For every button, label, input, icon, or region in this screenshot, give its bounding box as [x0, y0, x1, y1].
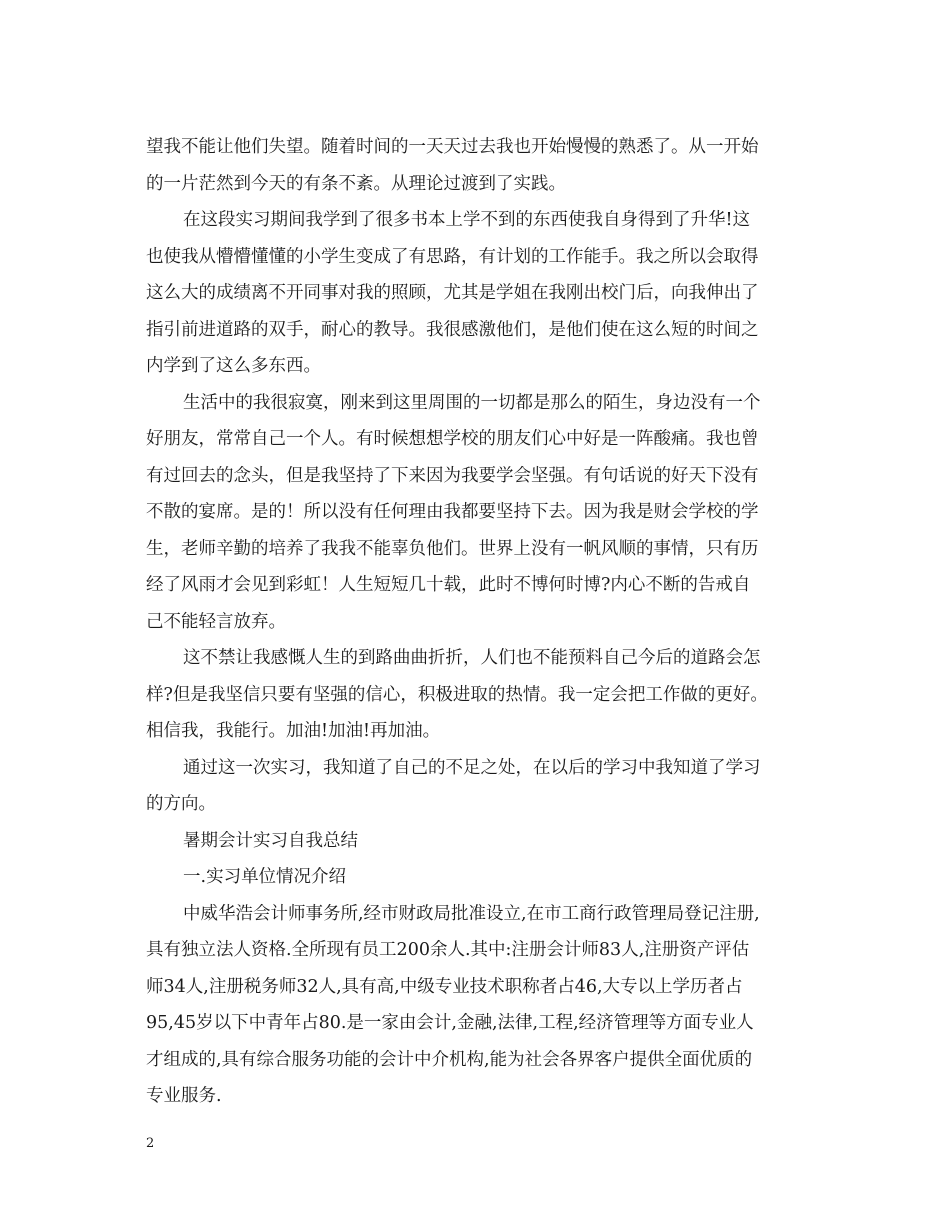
text-line: 的方向。 — [146, 794, 216, 814]
text-line: 经了风雨才会见到彩虹！人生短短几十载，此时不博何时博?内心不断的告戒自 — [146, 575, 751, 595]
text-line: 才组成的,具有综合服务功能的会计中介机构,能为社会各界客户提供全面优质的 — [146, 1049, 753, 1070]
text-line: 具有独立法人资格.全所现有员工200余人.其中:注册会计师83人,注册资产评估 — [146, 940, 750, 960]
text-line: 专业服务. — [146, 1086, 222, 1106]
text-line: 在这段实习期间我学到了很多书本上学不到的东西使我自身得到了升华!这 — [183, 210, 751, 230]
text-line: 生活中的我很寂寞，刚来到这里周围的一切都是那么的陌生，身边没有一个 — [183, 392, 761, 413]
text-line: 不散的宴席。是的！所以没有任何理由我都要坚持下去。因为我是财会学校的学 — [146, 502, 759, 522]
text-line: 生，老师辛勤的培养了我我不能辜负他们。世界上没有一帆风顺的事情，只有历 — [146, 538, 759, 559]
text-line: 95,45岁以下中青年占80.是一家由会计,金融,法律,工程,经济管理等方面专业人 — [146, 1013, 754, 1033]
text-line: 样?但是我坚信只要有坚强的信心，积极进取的热情。我一定会把工作做的更好。 — [146, 684, 768, 705]
text-line: 一.实习单位情况介绍 — [183, 867, 347, 887]
text-line: 这不禁让我感慨人生的到路曲曲折折，人们也不能预料自己今后的道路会怎 — [183, 648, 761, 668]
text-line: 己不能轻言放弃。 — [146, 611, 286, 632]
text-line: 望我不能让他们失望。随着时间的一天天过去我也开始慢慢的熟悉了。从一开始 — [146, 137, 759, 157]
text-line: 有过回去的念头，但是我坚持了下来因为我要学会坚强。有句话说的好天下没有 — [146, 465, 759, 486]
text-line: 师34人,注册税务师32人,具有高,中级专业技术职称者占46,大专以上学历者占 — [146, 976, 743, 997]
text-line: 内学到了这么多东西。 — [146, 356, 321, 376]
text-line: 也使我从懵懵懂懂的小学生变成了有思路，有计划的工作能手。我之所以会取得 — [146, 246, 759, 267]
page-number: 2 — [146, 1136, 155, 1151]
text-line: 指引前进道路的双手，耐心的教导。我很感激他们，是他们使在这么短的时间之 — [146, 319, 759, 340]
text-line: 中威华浩会计师事务所,经市财政局批准设立,在市工商行政管理局登记注册, — [183, 903, 760, 924]
text-line: 的一片茫然到今天的有条不紊。从理论过渡到了实践。 — [146, 173, 566, 194]
text-line: 暑期会计实习自我总结 — [183, 830, 358, 851]
text-line: 相信我，我能行。加油!加油!再加油。 — [146, 721, 441, 741]
text-line: 好朋友，常常自己一个人。有时候想想学校的朋友们心中好是一阵酸痛。我也曾 — [146, 429, 759, 449]
text-line: 通过这一次实习，我知道了自己的不足之处，在以后的学习中我知道了学习 — [183, 757, 761, 778]
text-line: 这么大的成绩离不开同事对我的照顾，尤其是学姐在我刚出校门后，向我伸出了 — [146, 283, 759, 303]
